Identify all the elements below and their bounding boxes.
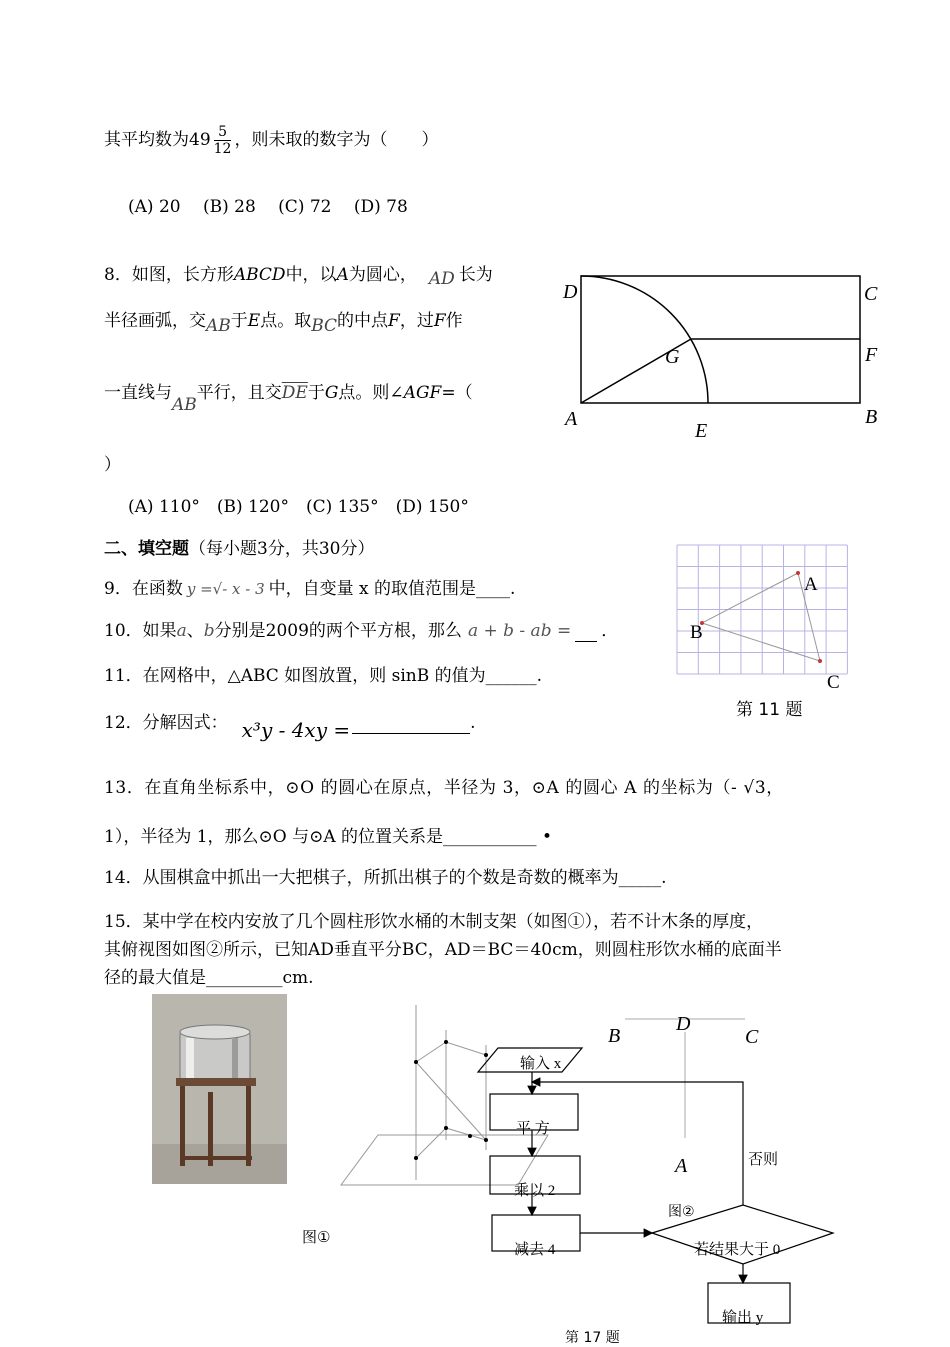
q8-line4: ）	[104, 455, 121, 475]
label-c: C	[745, 1026, 759, 1048]
q8-line1: 8．如图，长方形ABCD中，以A为圆心， AD 长为	[104, 265, 493, 289]
q7-suffix: ，则未取的数字为（ ）	[234, 130, 439, 150]
arc-de: $\overline{DE}$	[281, 383, 308, 403]
q9-line: 9．在函数 y =√- x - 3 中，自变量 x 的取值范围是____.	[104, 579, 516, 599]
q10-expression: a + b - ab =	[467, 621, 572, 641]
label-c: C	[864, 283, 878, 305]
label-a: A	[804, 574, 818, 595]
fig2-caption: 图②	[668, 1204, 695, 1220]
q12-blank	[352, 713, 470, 734]
q15-line3: 径的最大值是_________cm.	[104, 968, 314, 988]
q7-line	[104, 124, 438, 157]
square-label: 平 方	[516, 1121, 550, 1137]
q9-expression: y =√- x - 3	[186, 580, 265, 598]
q13-line2: 1），半径为 1，那么⊙O 与⊙A 的位置关系是___________ •	[104, 827, 552, 847]
q11-caption: 第 11 题	[736, 700, 803, 720]
label-b: B	[865, 406, 878, 428]
q7-fraction: $\frac{5}{12}$	[213, 124, 232, 157]
q7-options: (A) 20 (B) 28 (C) 72 (D) 78	[128, 197, 408, 217]
minus4-label: 减去 4	[514, 1242, 556, 1258]
label-a: A	[675, 1155, 688, 1177]
label-c: C	[827, 672, 840, 693]
section-title: 二、填空题	[104, 539, 189, 559]
label-d: D	[563, 281, 578, 303]
section-note: （每小题3分，共30分）	[189, 539, 375, 559]
q8-rectangle-figure	[555, 262, 895, 447]
q10-blank	[575, 621, 597, 642]
label-e: E	[695, 420, 708, 442]
label-a: A	[565, 408, 578, 430]
else-label: 否则	[748, 1152, 779, 1168]
decision-label: 若结果大于 0	[694, 1242, 781, 1258]
q15-line1: 15．某中学在校内安放了几个圆柱形饮水桶的木制支架（如图①），若不计木条的厚度，	[104, 912, 764, 932]
output-label: 输出 y	[722, 1310, 764, 1326]
grid-lines	[677, 545, 847, 674]
flowchart	[470, 1040, 850, 1342]
q8-line3: 一直线与AB平行，且交$\overline{DE}$于G点。则∠AGF=（	[104, 383, 473, 415]
point-c	[818, 659, 822, 663]
q14-line: 14．从围棋盒中抓出一大把棋子，所抓出棋子的个数是奇数的概率为_____.	[104, 868, 667, 888]
q12-expression: x³y - 4xy =	[241, 718, 351, 742]
label-f: F	[865, 344, 878, 366]
times2-label: 乘以 2	[514, 1183, 556, 1199]
q13-line1: 13．在直角坐标系中，⊙O 的圆心在原点，半径为 3，⊙A 的圆心 A 的坐标为（- √3，	[104, 778, 784, 798]
fig1-caption: 图①	[302, 1228, 331, 1246]
water-bucket-photo	[152, 994, 287, 1184]
label-d: D	[676, 1013, 691, 1035]
input-label: 输入 x	[520, 1056, 562, 1072]
q11-grid-figure	[672, 540, 857, 695]
q7-prefix: 其平均数为49	[104, 130, 211, 150]
section-2-header	[104, 534, 374, 559]
label-b: B	[608, 1025, 621, 1047]
q17-caption: 第 17 题	[565, 1330, 620, 1346]
q8-options: (A) 110° (B) 120° (C) 135° (D) 150°	[128, 497, 469, 517]
point-a	[796, 571, 800, 575]
q8-line2: 半径画弧，交AB于E点。取BC的中点F，过F作	[104, 311, 463, 336]
label-b: B	[690, 622, 703, 643]
q15-line2: 其俯视图如图②所示，已知AD垂直平分BC，AD＝BC＝40cm，则圆柱形饮水桶的底面半	[104, 940, 782, 960]
label-g: G	[665, 346, 680, 368]
q10-line: 10．如果a、b分别是2009的两个平方根，那么 a + b - ab = ．	[104, 621, 619, 641]
q12-line: 12．分解因式： x³y - 4xy = .	[104, 713, 476, 742]
q11-line: 11．在网格中，△ABC 如图放置，则 sinB 的值为______.	[104, 666, 543, 686]
